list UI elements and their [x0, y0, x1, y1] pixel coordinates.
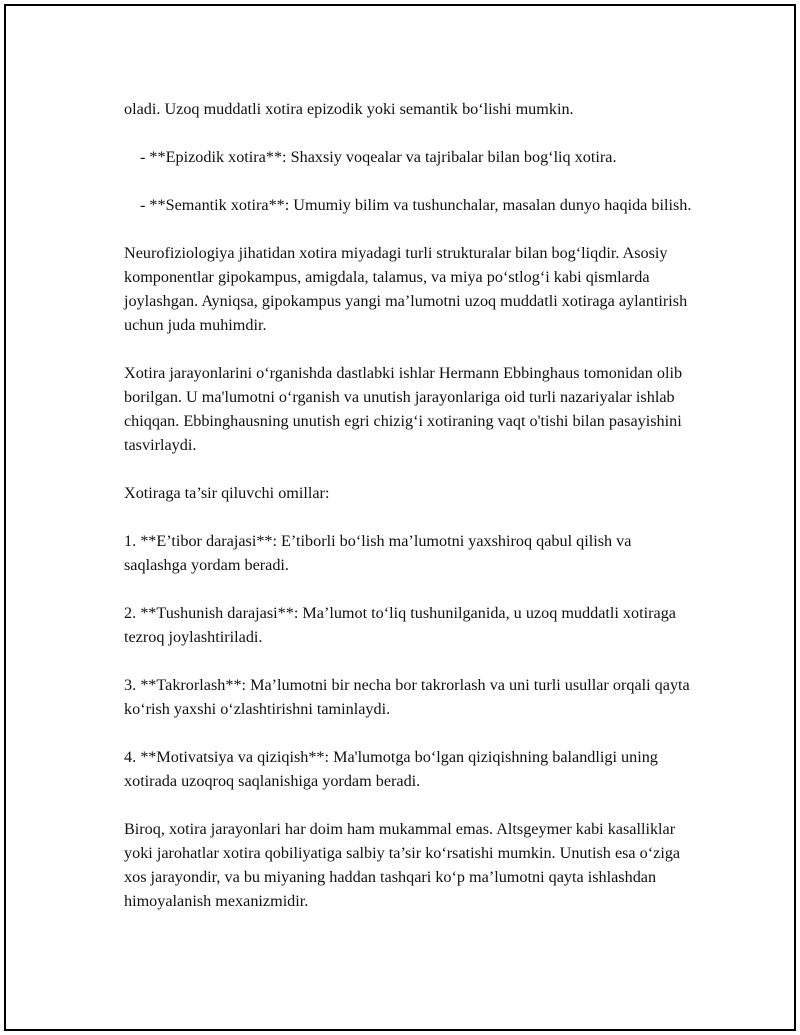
- list-item-semantic-memory: - **Semantik xotira**: Umumiy bilim va tushunchalar, masalan dunyo haqida bilish.: [140, 196, 692, 214]
- paragraph-neurophysiology: Neurofiziologiya jihatidan xotira miyadagi turli strukturalar bilan bog‘liqdir. Asosiy komponentlar gipokampus, amigdala, talamus, va miya po‘stlog‘i kabi qismlarda joylashgan. Ayniqsa, gipokampus yangi ma’lumotni uzoq muddatli xotiraga aylantirish uchun juda muhimdir.: [124, 244, 688, 334]
- page-frame: [4, 4, 796, 1031]
- list-item-episodic-memory: - **Epizodik xotira**: Shaxsiy voqealar va tajribalar bilan bog‘liq xotira.: [140, 148, 617, 166]
- paragraph-continuation: oladi. Uzoq muddatli xotira epizodik yoki semantik bo‘lishi mumkin.: [124, 100, 574, 118]
- paragraph-ebbinghaus: Xotira jarayonlarini o‘rganishda dastlabki ishlar Hermann Ebbinghaus tomonidan olib borilgan. U ma'lumotni o‘rganish va unutish jarayonlariga oid turli nazariyalar ishlab chiqqan. Ebbinghausning unutish egri chizig‘i xotiraning vaqt o'tishi bilan pasayishini tasvirlaydi.: [124, 364, 683, 454]
- paragraph-factors-heading: Xotiraga ta’sir qiluvchi omillar:: [124, 484, 330, 502]
- list-item-repetition: 3. **Takrorlash**: Ma’lumotni bir necha bor takrorlash va uni turli usullar orqali qayta ko‘rish yaxshi o‘zlashtirishni taminlaydi.: [124, 676, 690, 718]
- paragraph-conclusion: Biroq, xotira jarayonlari har doim ham mukammal emas. Altsgeymer kabi kasalliklar yoki jarohatlar xotira qobiliyatiga salbiy ta’sir ko‘rsatishi mumkin. Unutish esa o‘ziga xos jarayondir, va bu miyaning haddan tashqari ko‘p ma’lumotni qayta ishlashdan himoyalanish mexanizmidir.: [124, 820, 681, 910]
- list-item-attention: 1. **E’tibor darajasi**: E’tiborli bo‘lish ma’lumotni yaxshiroq qabul qilish va saqlashga yordam beradi.: [124, 532, 632, 574]
- list-item-understanding: 2. **Tushunish darajasi**: Ma’lumot to‘liq tushunilganida, u uzoq muddatli xotiraga tezroq joylashtiriladi.: [124, 604, 676, 646]
- document-body: [124, 97, 696, 937]
- list-item-motivation: 4. **Motivatsiya va qiziqish**: Ma'lumotga bo‘lgan qiziqishning balandligi uning xotirada uzoqroq saqlanishiga yordam beradi.: [124, 748, 658, 790]
